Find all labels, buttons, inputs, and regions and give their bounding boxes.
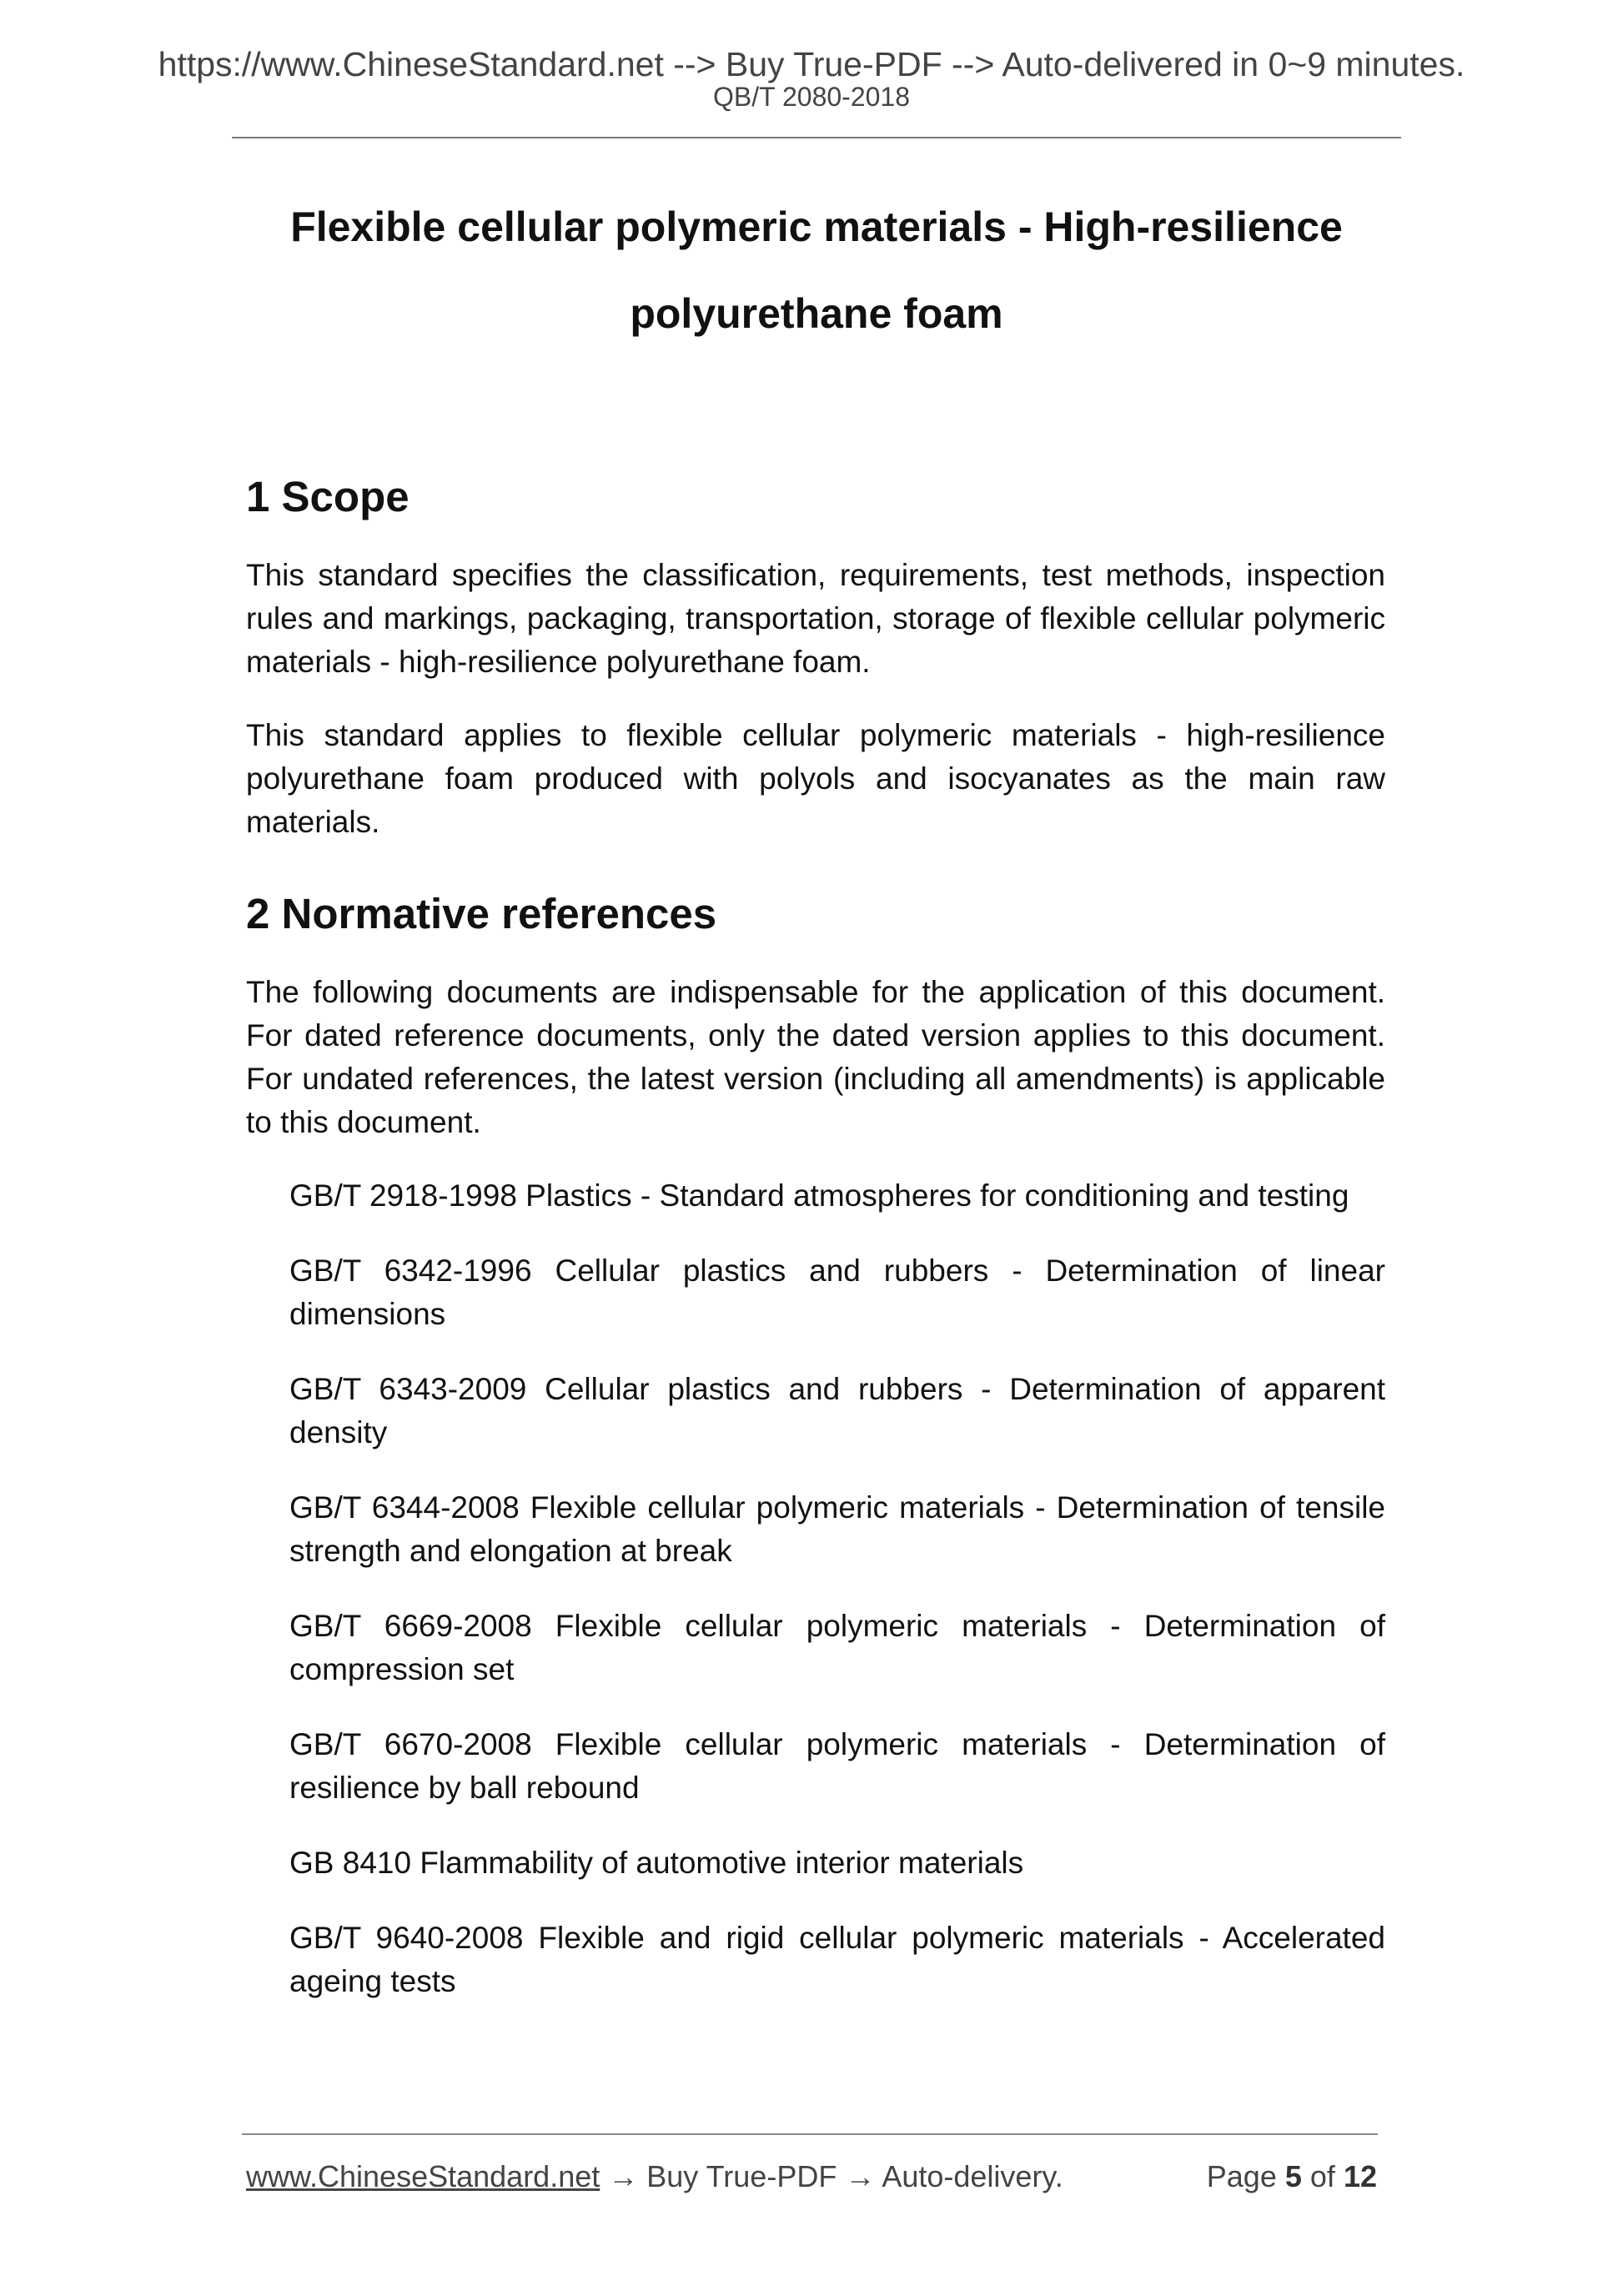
reference-item: GB/T 9640-2008 Flexible and rigid cellular polymeric materials - Accelerated ageing tests xyxy=(289,1921,1385,1998)
reference-item: GB 8410 Flammability of automotive interior materials xyxy=(289,1846,1024,1880)
references-intro: The following documents are indispensable for the application of this document. For dated reference documents, only the dated version applies to this document. For undated references, the latest version (including all amendments) is applicable to this document. xyxy=(246,975,1385,1139)
reference-item: GB/T 6343-2009 Cellular plastics and rubbers - Determination of apparent density xyxy=(289,1372,1385,1449)
scope-paragraph-1: This standard specifies the classification, requirements, test methods, inspection rules and markings, packaging, transportation, storage of flexible cellular polymeric materials - high-resilience polyurethane foam. xyxy=(246,558,1385,679)
reference-list xyxy=(289,1174,1385,2003)
page-label: Page xyxy=(1206,2159,1277,2193)
document-body xyxy=(246,457,1385,2035)
footer-site-link[interactable]: www.ChineseStandard.net xyxy=(246,2159,600,2193)
title-line-1: Flexible cellular polymeric materials - High-resilience xyxy=(290,203,1343,250)
section-heading-normative-references: 2 Normative references xyxy=(246,890,717,937)
title-line-2: polyurethane foam xyxy=(630,290,1003,337)
reference-item: GB/T 6670-2008 Flexible cellular polymeric materials - Determination of resilience by ball rebound xyxy=(289,1727,1385,1805)
section-heading-scope: 1 Scope xyxy=(246,473,410,520)
page-number: 5 xyxy=(1284,2159,1302,2193)
document-title xyxy=(232,183,1401,357)
page-of-label: of xyxy=(1309,2159,1335,2193)
standard-code: QB/T 2080-2018 xyxy=(712,82,910,112)
header-banner: https://www.ChineseStandard.net --> Buy True-PDF --> Auto-delivered in 0~9 minutes. xyxy=(158,45,1465,83)
header-divider xyxy=(232,137,1401,138)
reference-item: GB/T 6669-2008 Flexible cellular polymeric materials - Determination of compression set xyxy=(289,1609,1385,1686)
reference-item: GB/T 2918-1998 Plastics - Standard atmospheres for conditioning and testing xyxy=(289,1178,1349,1213)
page-indicator xyxy=(1207,2157,1377,2197)
page-total: 12 xyxy=(1343,2159,1377,2193)
footer-tagline: → Buy True-PDF → Auto-delivery. xyxy=(600,2159,1063,2193)
reference-item: GB/T 6344-2008 Flexible cellular polymeric materials - Determination of tensile strength and elongation at break xyxy=(289,1490,1385,1568)
page-footer xyxy=(246,2157,1377,2197)
reference-item: GB/T 6342-1996 Cellular plastics and rubbers - Determination of linear dimensions xyxy=(289,1254,1385,1331)
footer-divider xyxy=(242,2133,1378,2135)
scope-paragraph-2: This standard applies to flexible cellular polymeric materials - high-resilience polyurethane foam produced with polyols and isocyanates as the main raw materials. xyxy=(246,718,1385,839)
